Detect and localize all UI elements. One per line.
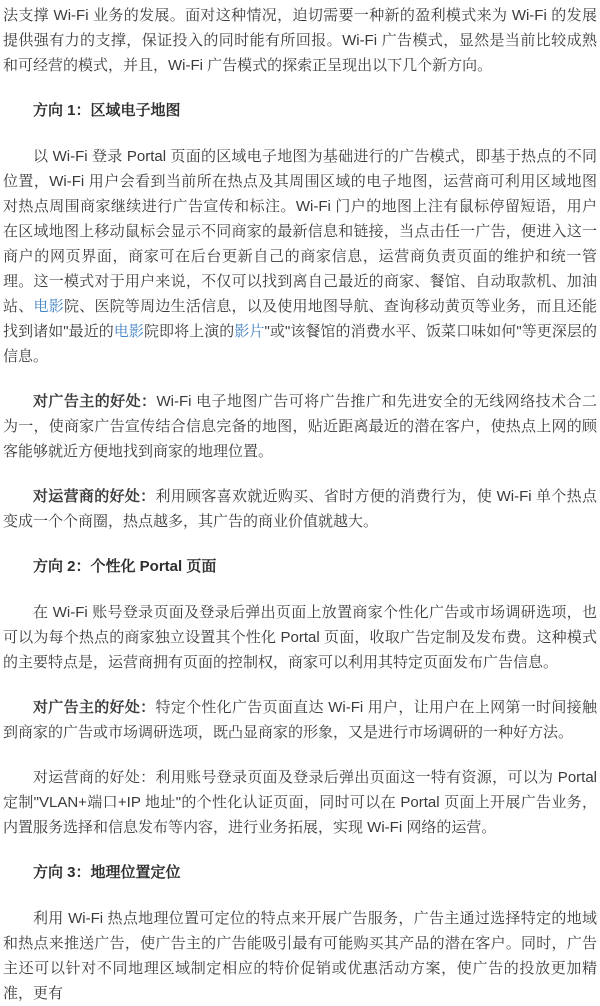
paragraph	[3, 484, 597, 534]
paragraph-text: "或"该餐馆的消费水平、饭菜口味如何"等更深层的信息。	[3, 323, 597, 365]
paragraph-lead-label: 对广告主的好处：	[33, 699, 156, 716]
paragraph-text: 以 Wi-Fi 登录 Portal 页面的区域电子地图为基础进行的广告模式，即基于热点的不同位置，Wi-Fi 用户会看到当前所在热点及其周围区域的电子地图，运营商可利用区域地图对热点周围商家继续进行广告宣传和标注。Wi-Fi 门户的地图上注有鼠标停留短语，用户在区域地图上移动鼠标会显示不同商家的最新信息和链接，当点击任一广告，便进入这一商户的网页界面，商家可在后台更新自己的商家信息，运营商负责页面的维护和统一管理。这一模式对于用户来说，不仅可以找到离自己最近的商家、餐馆、自动取款机、加油站、	[3, 148, 597, 315]
paragraph	[3, 600, 597, 675]
paragraph-text: 院、医院等周边生活信息，以及使用地图导航、查询移动黄页等业务，而且还能找到诸如"最近的	[3, 298, 597, 340]
paragraph-text: 院即将上演的	[143, 323, 235, 340]
keyword-link[interactable]: 电影	[113, 323, 144, 340]
paragraph	[3, 695, 597, 745]
paragraph-text: 在 Wi-Fi 账号登录页面及登录后弹出页面上放置商家个性化广告或市场调研选项，也可以为每个热点的商家独立设置其个性化 Portal 页面，收取广告定制及发布费。这种模式的主要特点是，运营商拥有页面的控制权，商家可以利用其特定页面发布广告信息。	[3, 604, 597, 671]
paragraph-lead-label: 对运营商的好处：	[33, 488, 156, 505]
section-heading: 方向 3：地理位置定位	[33, 864, 181, 881]
paragraph-text: 对运营商的好处：利用账号登录页面及登录后弹出页面这一特有资源，可以为 Portal 定制"VLAN+端口+IP 地址"的个性化认证页面，同时可以在 Portal 页面上开展广告业务，内置服务选择和信息发布等内容，进行业务拓展，实现 Wi-Fi 网络的运营。	[3, 769, 597, 836]
keyword-link[interactable]: 影片	[234, 323, 265, 340]
paragraph-text: 利用顾客喜欢就近购买、省时方便的消费行为，使 Wi-Fi 单个热点变成一个个商圈，热点越多，其广告的商业价值就越大。	[3, 488, 597, 530]
section-heading: 方向 1：区域电子地图	[33, 102, 181, 119]
paragraph	[3, 144, 597, 369]
paragraph-text: 利用 Wi-Fi 热点地理位置可定位的特点来开展广告服务，广告主通过选择特定的地域和热点来推送广告，使广告主的广告能吸引最有可能购买其产品的潜在客户。同时，广告主还可以针对不同地理区域制定相应的特价促销或优惠活动方案，使广告的投放更加精准，更有	[3, 910, 597, 1002]
paragraph	[3, 389, 597, 464]
paragraph-text: Wi-Fi 电子地图广告可将广告推广和先进安全的无线网络技术合二为一，使商家广告宣传结合信息完备的地图，贴近距离最近的潜在客户，使热点上网的顾客能够就近方便地找到商家的地理位置。	[3, 393, 597, 460]
paragraph	[3, 906, 597, 1006]
keyword-link[interactable]: 电影	[33, 298, 64, 315]
paragraph-text: 法支撑 Wi-Fi 业务的发展。面对这种情况，迫切需要一种新的盈利模式来为 Wi-Fi 的发展提供强有力的支撑，保证投入的同时能有所回报。Wi-Fi 广告模式，显然是当前比较成熟和可经营的模式，并且，Wi-Fi 广告模式的探索正呈现出以下几个新方向。	[3, 7, 597, 74]
section-heading: 方向 2：个性化 Portal 页面	[33, 558, 217, 575]
paragraph-lead-label: 对广告主的好处：	[33, 393, 157, 410]
paragraph	[3, 765, 597, 840]
paragraph-text: 特定个性化广告页面直达 Wi-Fi 用户，让用户在上网第一时间接触到商家的广告或市场调研选项，既凸显商家的形象，又是进行市场调研的一种好方法。	[3, 699, 597, 741]
paragraph	[3, 3, 597, 78]
